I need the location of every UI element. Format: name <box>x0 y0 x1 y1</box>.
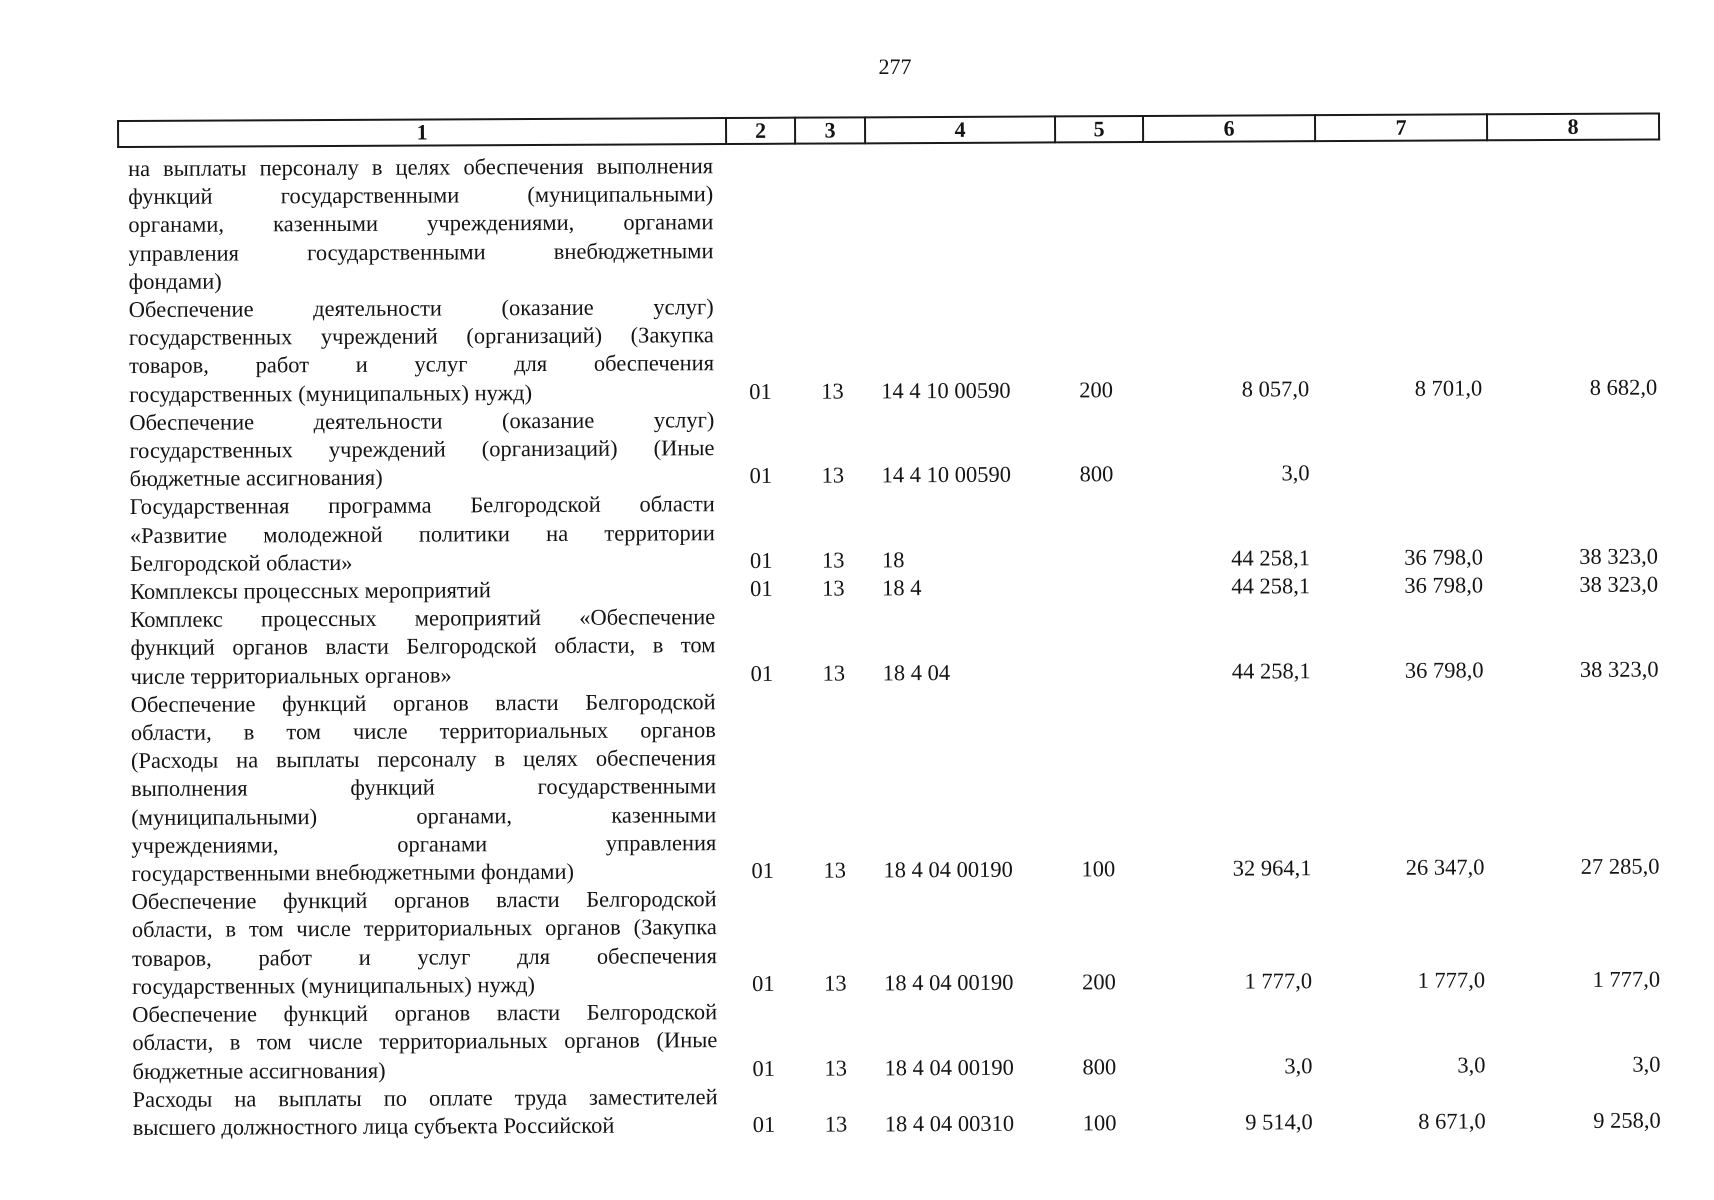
cell-target-article: 14 4 10 00590 <box>881 377 1011 403</box>
description-line: выполнения функций государственными <box>131 773 717 802</box>
description-line: государственных (муниципальных) нужд) <box>132 971 536 999</box>
description-line: товаров, работ и услуг для обеспечения <box>131 942 717 971</box>
table-row <box>129 401 1669 493</box>
table-row <box>130 486 1670 578</box>
cell-subsection: 13 <box>823 970 847 996</box>
description-line: Обеспечение функций органов власти Белгородской <box>130 688 716 717</box>
table-row <box>131 683 1672 888</box>
cell-amount-col7: 8 671,0 <box>1418 1108 1486 1134</box>
header-col-4: 4 <box>865 116 1055 143</box>
row-description <box>130 603 715 690</box>
cell-subsection: 13 <box>824 1054 848 1081</box>
description-line: функций органов власти Белгородской области, в том <box>130 632 716 661</box>
cell-section: 01 <box>750 660 774 686</box>
row-description <box>129 293 715 409</box>
cell-amount-col6: 44 258,1 <box>1231 573 1311 599</box>
description-line: на выплаты персоналу в целях обеспечения выполнения <box>128 153 714 181</box>
description-line: фондами) <box>128 268 222 294</box>
cell-amount-col8: 38 323,0 <box>1579 571 1659 597</box>
cell-section: 01 <box>749 463 773 489</box>
table-row <box>132 994 1672 1086</box>
row-description <box>132 885 718 1001</box>
header-col-5: 5 <box>1055 116 1143 142</box>
header-col-7: 7 <box>1315 114 1487 141</box>
description-line: области, в том числе территориальных органов (Иные <box>132 1027 718 1056</box>
cell-amount-col7: 26 347,0 <box>1405 854 1485 880</box>
cell-expense-type: 200 <box>1079 376 1113 402</box>
description-line: государственными внебюджетными фондами) <box>131 858 575 887</box>
description-line: Обеспечение функций органов власти Белгородской <box>132 999 718 1028</box>
cell-target-article: 18 4 04 00190 <box>883 856 1013 883</box>
table-row <box>133 1078 1673 1142</box>
table-row <box>130 599 1670 691</box>
cell-target-article: 14 4 10 00590 <box>881 461 1012 488</box>
cell-target-article: 18 4 04 <box>882 659 951 685</box>
description-line: области, в том числе территориальных органов <box>130 717 716 746</box>
header-col-6: 6 <box>1143 115 1315 142</box>
row-description <box>129 406 714 493</box>
description-line: государственных учреждений (организаций) (Закупка <box>128 322 714 351</box>
description-line: Белгородской области» <box>129 549 353 576</box>
cell-amount-col8: 8 682,0 <box>1589 374 1658 400</box>
cell-amount-col7: 1 777,0 <box>1417 967 1486 993</box>
description-line: высшего должностного лица субъекта Российской <box>132 1112 615 1140</box>
description-line: учреждениями, органами управления <box>131 830 717 858</box>
cell-subsection: 13 <box>824 1111 848 1137</box>
cell-amount-col6: 44 258,1 <box>1231 545 1311 571</box>
row-description <box>130 575 715 606</box>
description-line: Комплекс процессных мероприятий «Обеспечение <box>130 604 716 633</box>
cell-subsection: 13 <box>821 378 844 404</box>
cell-amount-col7: 8 701,0 <box>1414 375 1483 401</box>
cell-amount-col6: 44 258,1 <box>1231 657 1311 684</box>
description-line: органами, казенными учреждениями, органами <box>128 209 714 238</box>
cell-target-article: 18 4 <box>882 575 922 601</box>
cell-section: 01 <box>750 575 773 602</box>
description-line: Обеспечение деятельности (оказание услуг) <box>129 406 715 435</box>
row-description <box>130 491 715 578</box>
cell-subsection: 13 <box>821 462 845 488</box>
header-col-2: 2 <box>726 118 795 144</box>
description-line: (муниципальными) органами, казенными <box>131 801 717 830</box>
table-row <box>128 147 1669 296</box>
cell-subsection: 13 <box>823 857 847 883</box>
table-row <box>129 288 1670 408</box>
header-col-1: 1 <box>118 118 726 147</box>
description-line: Государственная программа Белгородской области <box>129 491 715 520</box>
cell-amount-col6: 32 964,1 <box>1232 855 1312 881</box>
cell-amount-col8: 1 777,0 <box>1592 966 1661 992</box>
row-description <box>128 152 714 296</box>
row-description <box>131 688 717 888</box>
header-col-3: 3 <box>795 117 865 143</box>
description-line: числе территориальных органов» <box>130 662 452 689</box>
description-line: управления государственными внебюджетными <box>128 237 714 266</box>
header-col-8: 8 <box>1487 113 1659 140</box>
cell-amount-col8: 9 258,0 <box>1593 1107 1661 1133</box>
cell-subsection: 13 <box>822 575 845 601</box>
cell-target-article: 18 4 04 00190 <box>883 969 1014 996</box>
cell-amount-col8: 38 323,0 <box>1579 543 1659 569</box>
cell-subsection: 13 <box>821 547 845 573</box>
table-body <box>128 147 1673 1142</box>
cell-section: 01 <box>752 1055 776 1081</box>
cell-section: 01 <box>749 547 773 573</box>
cell-amount-col6: 1 777,0 <box>1244 968 1313 994</box>
description-line: товаров, работ и услуг для обеспечения <box>128 350 715 379</box>
cell-section: 01 <box>749 378 772 404</box>
cell-subsection: 13 <box>822 660 846 686</box>
cell-amount-col7: 3,0 <box>1457 1051 1486 1078</box>
cell-amount-col8: 27 285,0 <box>1580 853 1660 879</box>
cell-amount-col6: 3,0 <box>1284 1052 1313 1078</box>
description-line: области, в том числе территориальных органов (Закупка <box>131 914 717 943</box>
cell-target-article: 18 <box>881 547 905 573</box>
cell-expense-type: 100 <box>1082 1110 1117 1136</box>
description-line: бюджетные ассигнования) <box>129 464 383 492</box>
description-line: государственных учреждений (организаций) (Иные <box>129 435 715 464</box>
description-line: Обеспечение деятельности (оказание услуг) <box>128 294 714 323</box>
cell-section: 01 <box>751 970 775 996</box>
cell-expense-type: 800 <box>1082 1053 1117 1079</box>
cell-amount-col7: 36 798,0 <box>1404 572 1484 598</box>
cell-amount-col6: 8 057,0 <box>1241 375 1310 402</box>
description-line: Комплексы процессных мероприятий <box>130 577 491 605</box>
description-line: «Развитие молодежной политики на территории <box>129 519 715 548</box>
cell-expense-type: 100 <box>1081 856 1116 882</box>
cell-section: 01 <box>752 1111 776 1137</box>
table-header <box>117 112 1660 148</box>
cell-target-article: 18 4 04 00190 <box>884 1054 1014 1080</box>
table-row <box>132 881 1673 1001</box>
cell-amount-col8: 38 323,0 <box>1579 656 1659 682</box>
cell-section: 01 <box>751 857 775 884</box>
row-description <box>133 1083 718 1142</box>
cell-amount-col6: 3,0 <box>1281 460 1310 486</box>
cell-expense-type: 200 <box>1081 969 1116 995</box>
description-line: (Расходы на выплаты персоналу в целях обеспечения <box>130 745 717 774</box>
cell-amount-col8: 3,0 <box>1632 1051 1661 1077</box>
description-line: функций государственными (муниципальными) <box>128 181 714 210</box>
description-line: государственных (муниципальных) нужд) <box>129 379 533 407</box>
description-line: бюджетные ассигнования) <box>132 1057 386 1084</box>
description-line: Расходы на выплаты по оплате труда заместителей <box>132 1083 718 1112</box>
row-description <box>132 998 717 1085</box>
page-number: 277 <box>878 54 912 79</box>
cell-amount-col7: 36 798,0 <box>1404 657 1484 683</box>
cell-expense-type: 800 <box>1079 461 1114 487</box>
cell-amount-col6: 9 514,0 <box>1245 1109 1313 1135</box>
description-line: Обеспечение функций органов власти Белгородской <box>131 886 717 915</box>
cell-target-article: 18 4 04 00310 <box>884 1110 1015 1137</box>
cell-amount-col7: 36 798,0 <box>1404 544 1484 570</box>
